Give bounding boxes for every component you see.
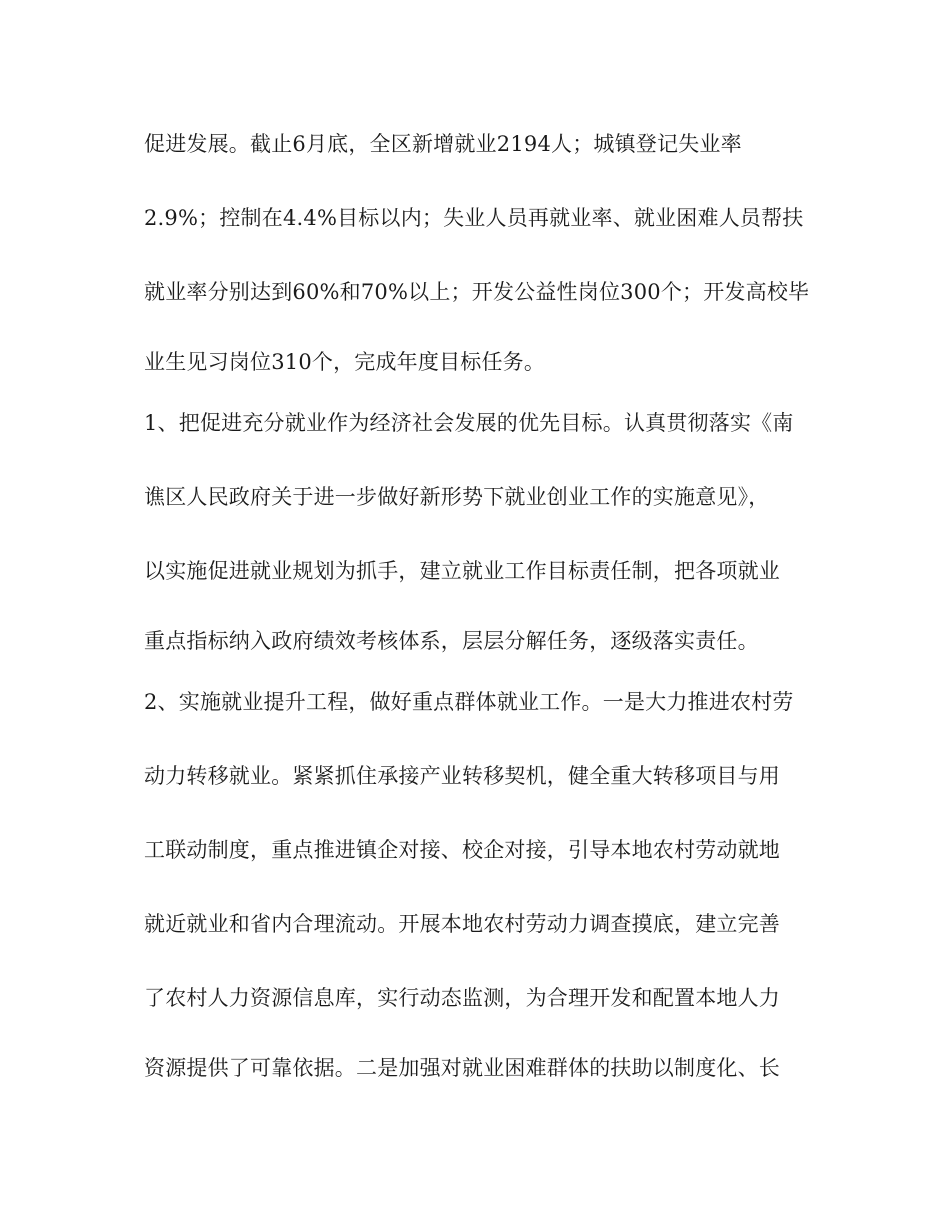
text-line: 促进发展。截止6月底，全区新增就业2194人；城镇登记失业率	[144, 132, 742, 156]
text-line: 工联动制度，重点推进镇企对接、校企对接，引导本地农村劳动就地	[144, 838, 780, 862]
text-line: 重点指标纳入政府绩效考核体系，层层分解任务，逐级落实责任。	[144, 629, 759, 653]
text-line: 谯区人民政府关于进一步做好新形势下就业创业工作的实施意见》，	[144, 485, 770, 509]
text-line: 2、实施就业提升工程，做好重点群体就业工作。一是大力推进农村劳	[144, 690, 794, 714]
text-line: 动力转移就业。紧紧抓住承接产业转移契机，健全重大转移项目与用	[144, 764, 780, 788]
text-line: 了农村人力资源信息库，实行动态监测，为合理开发和配置本地人力	[144, 986, 780, 1010]
text-line: 以实施促进就业规划为抓手，建立就业工作目标责任制，把各项就业	[144, 559, 780, 583]
text-line: 资源提供了可靠依据。二是加强对就业困难群体的扶助以制度化、长	[144, 1056, 780, 1080]
text-line: 就近就业和省内合理流动。开展本地农村劳动力调查摸底，建立完善	[144, 912, 780, 936]
text-line: 就业率分别达到60%和70%以上；开发公益性岗位300个；开发高校毕	[144, 280, 810, 304]
text-line: 业生见习岗位310个，完成年度目标任务。	[144, 350, 546, 374]
text-line: 1、把促进充分就业作为经济社会发展的优先目标。认真贯彻落实《南	[144, 411, 794, 435]
text-line: 2.9%；控制在4.4%目标以内；失业人员再就业率、就业困难人员帮扶	[144, 206, 804, 230]
